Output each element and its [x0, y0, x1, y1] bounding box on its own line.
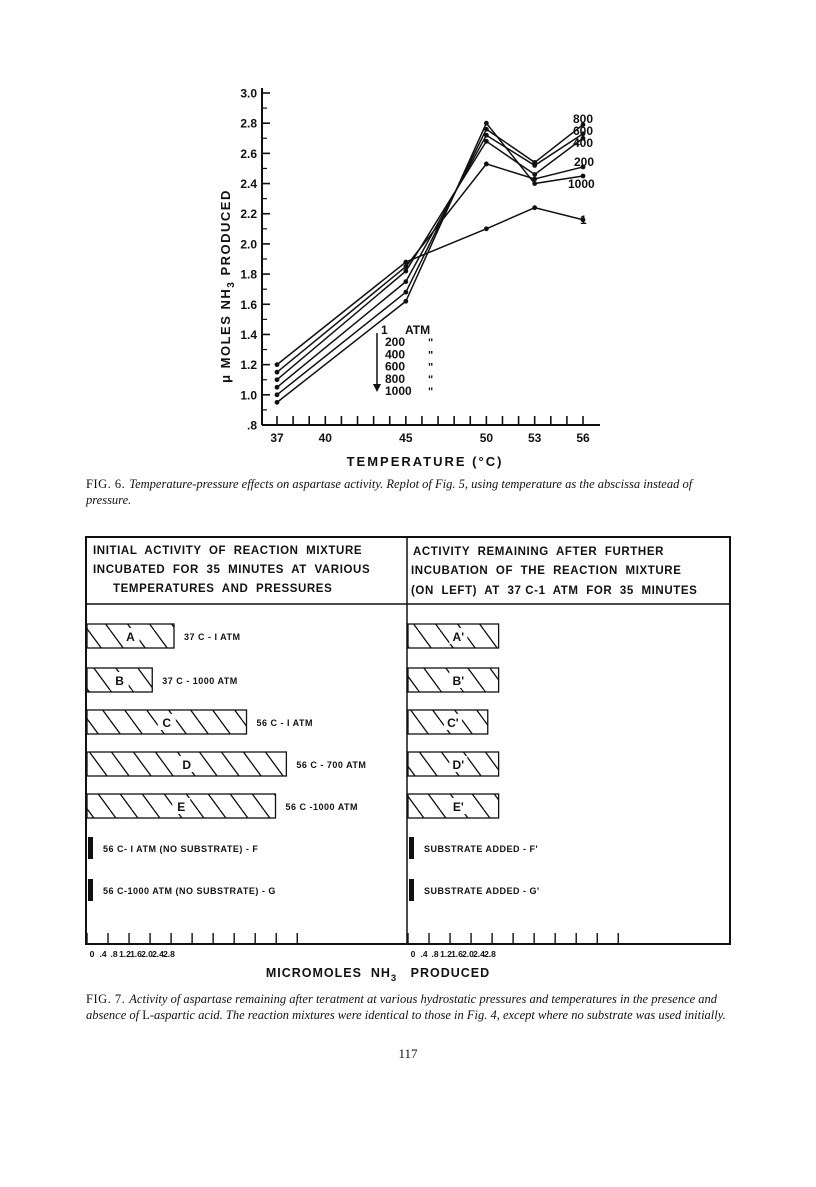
data-point-1000	[275, 400, 280, 405]
x-tick-label-fig7: 1.2	[119, 949, 131, 959]
legend-item: 1000	[385, 384, 412, 398]
bar-condition-label: 56 C-1000 ATM (NO SUBSTRATE) - G	[103, 886, 276, 896]
series-end-label: 400	[573, 136, 594, 150]
left-header-line-1: INITIAL ACTIVITY OF REACTION MIXTURE	[93, 545, 363, 557]
bar-letter: B	[115, 674, 124, 688]
legend-ditto-mark: "	[428, 337, 434, 350]
y-tick-label: 1.2	[240, 358, 257, 373]
series-end-label: 200	[574, 155, 595, 169]
legend-unit: ATM	[405, 323, 431, 337]
bar-solid-left	[88, 837, 93, 859]
x-tick-label-fig7: .8	[110, 949, 118, 959]
x-tick-label-fig7: 2.4	[152, 949, 164, 959]
legend-arrow-head	[373, 384, 381, 392]
y-tick-label: 2.8	[240, 116, 257, 131]
x-tick-label-fig7: 2.0	[141, 949, 153, 959]
left-header-line-3: TEMPERATURES AND PRESSURES	[113, 583, 333, 595]
data-point-1000	[403, 299, 408, 304]
legend-item: 600	[385, 359, 406, 374]
bar-condition-label: 56 C - 700 ATM	[296, 760, 367, 770]
data-point-400	[275, 377, 280, 382]
left-header-line-2: INCUBATED FOR 35 MINUTES AT VARIOUS	[93, 564, 371, 576]
x-tick-label-fig7: .8	[431, 949, 439, 959]
data-point-200	[484, 162, 489, 167]
legend-item: 1	[381, 323, 388, 337]
y-tick-label: 1.8	[240, 267, 257, 282]
data-point-800	[532, 160, 537, 165]
data-point-800	[275, 392, 280, 397]
y-tick-label: 1.6	[240, 297, 257, 312]
figure-6-caption-text: Temperature-pressure effects on aspartase activity. Replot of Fig. 5, using temperature as the abscissa instead of pressure.	[86, 477, 693, 507]
bar-condition-label: 56 C- I ATM (NO SUBSTRATE) - F	[103, 844, 259, 854]
bar-letter: D	[182, 758, 192, 772]
figure-7-caption-text-2: -aspartic acid. The reaction mixtures were identical to those in Fig. 4, except where no substrate was used initially.	[149, 1008, 726, 1022]
bar-condition-label: 37 C - I ATM	[184, 632, 241, 642]
y-tick-label: .8	[246, 418, 257, 433]
bar-solid-right	[409, 879, 414, 901]
x-tick-label-fig7: .4	[99, 949, 107, 959]
x-tick-label-fig7: 2.0	[462, 949, 474, 959]
legend-item: 800	[385, 371, 406, 386]
figure-7-bar-chart	[86, 537, 730, 984]
series-end-label: 1000	[568, 177, 595, 191]
y-tick-label: 2.4	[240, 177, 257, 192]
legend-ditto-mark: "	[428, 373, 434, 386]
bar-letter: A	[126, 630, 135, 644]
data-point-1	[275, 362, 280, 367]
figure-7-caption-text-1: Activity of aspartase remaining after teratment at various hydrostatic pressures and temperatures in the presence and absence of	[86, 992, 718, 1022]
series-end-label: 800	[573, 112, 594, 126]
x-tick-label-fig7: 1.6	[451, 949, 463, 959]
x-tick-label: 56	[576, 431, 590, 445]
legend-ditto-mark: "	[428, 349, 434, 362]
pressure-legend	[373, 323, 433, 398]
y-axis-label: μ MOLES $NH_3$ PRODUCED	[218, 189, 237, 383]
bar-letter: E	[177, 800, 186, 814]
x-axis-label-fig7: MICROMOLES $NH_3$ PRODUCED	[265, 966, 491, 984]
bar-condition-label: SUBSTRATE ADDED - G'	[424, 886, 540, 896]
x-tick-label-fig7: 2.8	[484, 949, 496, 959]
bar-condition-label: SUBSTRATE ADDED - F'	[424, 844, 539, 854]
y-tick-label: 2.0	[240, 237, 257, 252]
figure-7-caption	[86, 991, 732, 1023]
data-point-400	[532, 172, 537, 177]
legend-item: 400	[385, 347, 406, 362]
data-point-1000	[532, 181, 537, 186]
x-tick-label: 45	[399, 431, 413, 445]
legend-item: 200	[385, 335, 406, 350]
x-tick-label: 37	[270, 431, 284, 445]
data-point-600	[275, 385, 280, 390]
bar-solid-right	[409, 837, 414, 859]
x-tick-label-fig7: .4	[420, 949, 428, 959]
figure-6-line-chart	[218, 87, 600, 470]
series-end-label: 1	[580, 213, 587, 227]
bar-letter: B'	[452, 674, 465, 688]
y-tick-label: 2.6	[240, 146, 257, 161]
bar-condition-label: 56 C -1000 ATM	[285, 802, 359, 812]
data-point-400	[403, 269, 408, 274]
x-tick-label-fig7: 2.8	[163, 949, 175, 959]
x-tick-label: 50	[479, 431, 494, 445]
bar-letter: C	[162, 716, 172, 730]
x-axis-label: TEMPERATURE (°C)	[346, 454, 504, 469]
x-tick-label-fig7: 2.4	[473, 949, 485, 959]
data-point-1000	[484, 121, 489, 126]
bar-letter: A'	[452, 630, 465, 644]
x-tick-label-fig7: 1.6	[130, 949, 142, 959]
bar-condition-label: 37 C - 1000 ATM	[162, 676, 238, 686]
page-number: 117	[398, 1046, 418, 1061]
data-point-1	[532, 205, 537, 210]
y-tick-label: 2.2	[240, 207, 257, 222]
bar-solid-left	[88, 879, 93, 901]
data-point-200	[275, 370, 280, 375]
x-tick-label-fig7: 0	[89, 949, 95, 959]
data-point-1	[484, 226, 489, 231]
series-end-label: 600	[573, 124, 594, 138]
y-tick-label: 1.4	[240, 327, 257, 342]
figure-7-caption-label: FIG. 7.	[86, 992, 126, 1006]
y-tick-label: 1.0	[240, 388, 257, 403]
right-header-line-2: INCUBATION OF THE REACTION MIXTURE	[411, 565, 682, 577]
right-header-line-3: (ON LEFT) AT 37 C-1 ATM FOR 35 MINUTES	[411, 585, 698, 597]
x-tick-label-fig7: 1.2	[440, 949, 452, 959]
figure-7-caption-smallcaps: L	[142, 1008, 150, 1022]
legend-ditto-mark: "	[428, 386, 434, 398]
y-tick-label: 3.0	[240, 86, 257, 101]
data-point-600	[403, 279, 408, 284]
data-point-800	[403, 290, 408, 295]
bar-letter: D'	[452, 758, 465, 772]
bar-letter: E'	[452, 800, 464, 814]
figure-7-frame	[86, 537, 730, 944]
legend-ditto-mark: "	[428, 361, 434, 374]
bar-condition-label: 56 C - I ATM	[256, 718, 314, 728]
x-tick-label: 53	[528, 431, 542, 445]
x-tick-label: 40	[318, 431, 332, 445]
figure-6-caption	[86, 476, 732, 508]
x-tick-label-fig7: 0	[410, 949, 416, 959]
bar-letter: C'	[447, 716, 459, 730]
figure-6-caption-label: FIG. 6.	[86, 477, 126, 491]
right-header-line-1: ACTIVITY REMAINING AFTER FURTHER	[413, 546, 664, 558]
